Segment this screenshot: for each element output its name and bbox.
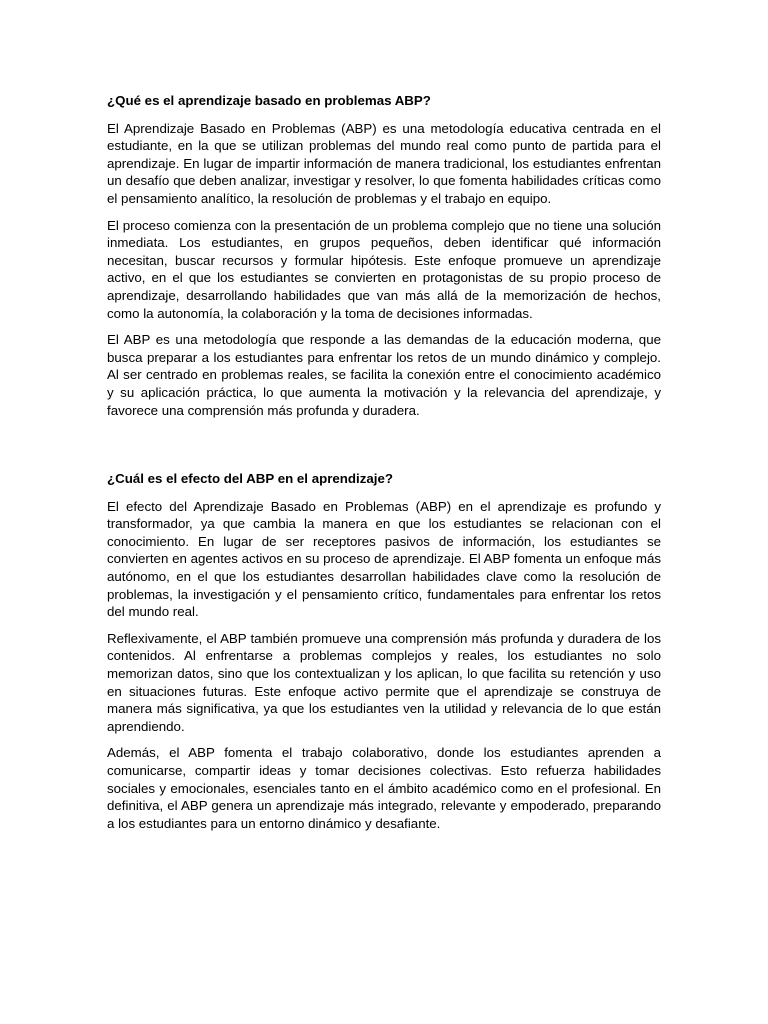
document-body <box>107 92 661 841</box>
section-spacer <box>107 428 661 470</box>
section-heading: ¿Cuál es el efecto del ABP en el aprendizaje? <box>107 471 393 487</box>
paragraph: El proceso comienza con la presentación de un problema complejo que no tiene una solución inmediata. Los estudiantes, en grupos pequeños, deben identificar qué información necesitan, buscar recursos y formular hipótesis. Este enfoque promueve un aprendizaje activo, en el que los estudiantes se convierten en protagonistas de su propio proceso de aprendizaje, desarrollando habilidades que van más allá de la memorización de hechos, como la autonomía, la colaboración y la toma de decisiones informadas. <box>107 217 661 321</box>
paragraph: Además, el ABP fomenta el trabajo colaborativo, donde los estudiantes aprenden a comunicarse, compartir ideas y tomar decisiones colectivas. Esto refuerza habilidades sociales y emocionales, esenciales tanto en el ámbito académico como en el profesional. En definitiva, el ABP genera un aprendizaje más integrado, relevante y empoderado, preparando a los estudiantes para un entorno dinámico y desafiante. <box>107 745 661 831</box>
section-what-is-abp <box>107 92 661 419</box>
paragraph: El efecto del Aprendizaje Basado en Problemas (ABP) en el aprendizaje es profundo y transformador, ya que cambia la manera en que los estudiantes se relacionan con el conocimiento. En lugar de ser receptores pasivos de información, los estudiantes se convierten en agentes activos en su proceso de aprendizaje. El ABP fomenta un enfoque más autónomo, en el que los estudiantes desarrollan habilidades clave como la resolución de problemas, la investigación y el pensamiento crítico, fundamentales para enfrentar los retos del mundo real. <box>107 498 661 620</box>
section-abp-effect <box>107 470 661 832</box>
paragraph: El ABP es una metodología que responde a las demandas de la educación moderna, que busca preparar a los estudiantes para enfrentar los retos de un mundo dinámico y complejo. Al ser centrado en problemas reales, se facilita la conexión entre el conocimiento académico y su aplicación práctica, lo que aumenta la motivación y la relevancia del aprendizaje, y favorece una comprensión más profunda y duradera. <box>107 332 661 418</box>
paragraph: Reflexivamente, el ABP también promueve una comprensión más profunda y duradera de los contenidos. Al enfrentarse a problemas complejos y reales, los estudiantes no solo memorizan datos, sino que los contextualizan y los aplican, lo que facilita su retención y uso en situaciones futuras. Este enfoque activo permite que el aprendizaje se construya de manera más significativa, ya que los estudiantes ven la utilidad y relevancia de lo que están aprendiendo. <box>107 630 661 734</box>
section-heading: ¿Qué es el aprendizaje basado en problemas ABP? <box>107 93 431 108</box>
paragraph: El Aprendizaje Basado en Problemas (ABP) es una metodología educativa centrada en el estudiante, en la que se utilizan problemas del mundo real como punto de partida para el aprendizaje. En lugar de impartir información de manera tradicional, los estudiantes enfrentan un desafío que deben analizar, investigar y resolver, lo que fomenta habilidades críticas como el pensamiento analítico, la resolución de problemas y el trabajo en equipo. <box>107 120 661 206</box>
